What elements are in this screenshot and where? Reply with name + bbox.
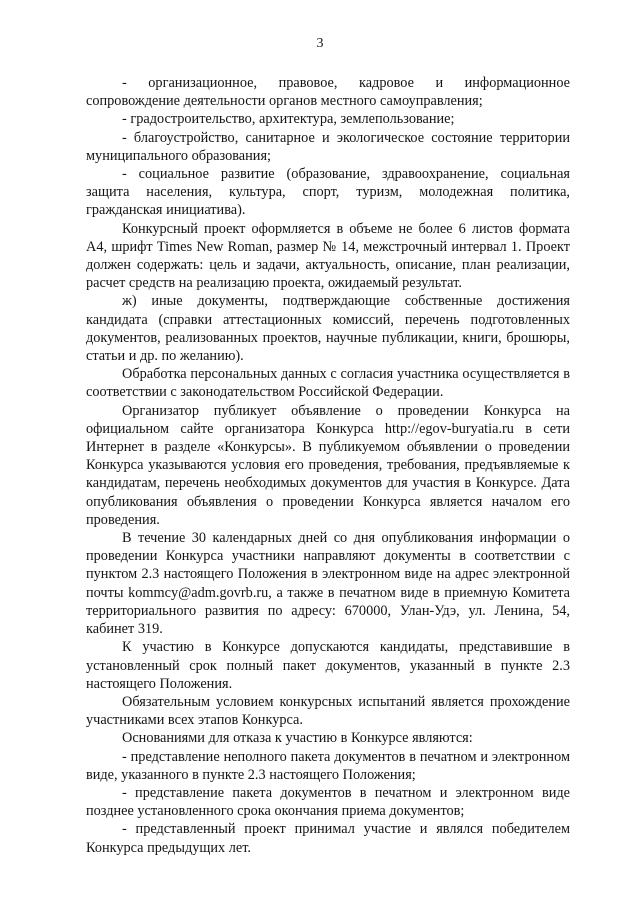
document-body	[86, 74, 570, 857]
paragraph-refusal-grounds: Основаниями для отказа к участию в Конкурсе являются:	[122, 730, 473, 747]
paragraph-list-item: - градостроительство, архитектура, землепользование;	[122, 111, 455, 128]
paragraph-list-item: - представление неполного пакета документов в печатном и электронном виде, указанного в пункте 2.3 настоящего Положения;	[86, 748, 570, 783]
paragraph-list-item: - организационное, правовое, кадровое и информационное сопровождение деятельности органов местного самоуправления;	[86, 75, 570, 110]
page-number: 3	[316, 36, 324, 51]
paragraph-list-item: - представленный проект принимал участие и являлся победителем Конкурса предыдущих лет.	[86, 821, 570, 856]
paragraph-submission-deadline: В течение 30 календарных дней со дня опубликования информации о проведении Конкурса участники направляют документы в соответствии с пунктом 2.3 настоящего Положения в электронном виде на адрес электронной почты kommcy@adm.govrb.ru, а также в печатном виде в приемную Комитета территориального развития по адресу: 670000, Улан-Удэ, ул. Ленина, 54, кабинет 319.	[86, 530, 570, 638]
paragraph-list-item: - благоустройство, санитарное и экологическое состояние территории муниципального образования;	[86, 129, 570, 164]
paragraph-announcement: Организатор публикует объявление о проведении Конкурса на официальном сайте организатора Конкурса http://egov-buryatia.ru в сети Интернет в разделе «Конкурсы». В публикуемом объявлении о проведении Конкурса указываются условия его проведения, требования, предъявляемые к кандидатам, перечень необходимых документов для участия в Конкурсе. Дата опубликования объявления о проведении Конкурса является началом его проведения.	[86, 402, 570, 528]
paragraph-project-format: Конкурсный проект оформляется в объеме не более 6 листов формата А4, шрифт Times New Roman, размер № 14, межстрочный интервал 1. Проект должен содержать: цель и задачи, актуальность, описание, план реализации, расчет средств на реализацию проекта, ожидаемый результат.	[86, 220, 570, 292]
paragraph-other-documents: ж) иные документы, подтверждающие собственные достижения кандидата (справки аттестационных комиссий, перечень подготовленных документов, реализованных проектов, научные публикации, книги, брошюры, статьи и др. по желанию).	[86, 293, 570, 365]
paragraph-mandatory-condition: Обязательным условием конкурсных испытаний является прохождение участниками всех этапов Конкурса.	[86, 693, 570, 729]
paragraph-list-item: - социальное развитие (образование, здравоохранение, социальная защита населения, культура, спорт, туризм, молодежная политика, гражданская инициатива).	[86, 166, 570, 219]
paragraph-admission: К участию в Конкурсе допускаются кандидаты, представившие в установленный срок полный пакет документов, указанный в пункте 2.3 настоящего Положения.	[86, 639, 570, 692]
paragraph-list-item: - представление пакета документов в печатном и электронном виде позднее установленного срока окончания приема документов;	[86, 784, 570, 820]
paragraph-personal-data: Обработка персональных данных с согласия участника осуществляется в соответствии с законодательством Российской Федерации.	[86, 366, 570, 401]
